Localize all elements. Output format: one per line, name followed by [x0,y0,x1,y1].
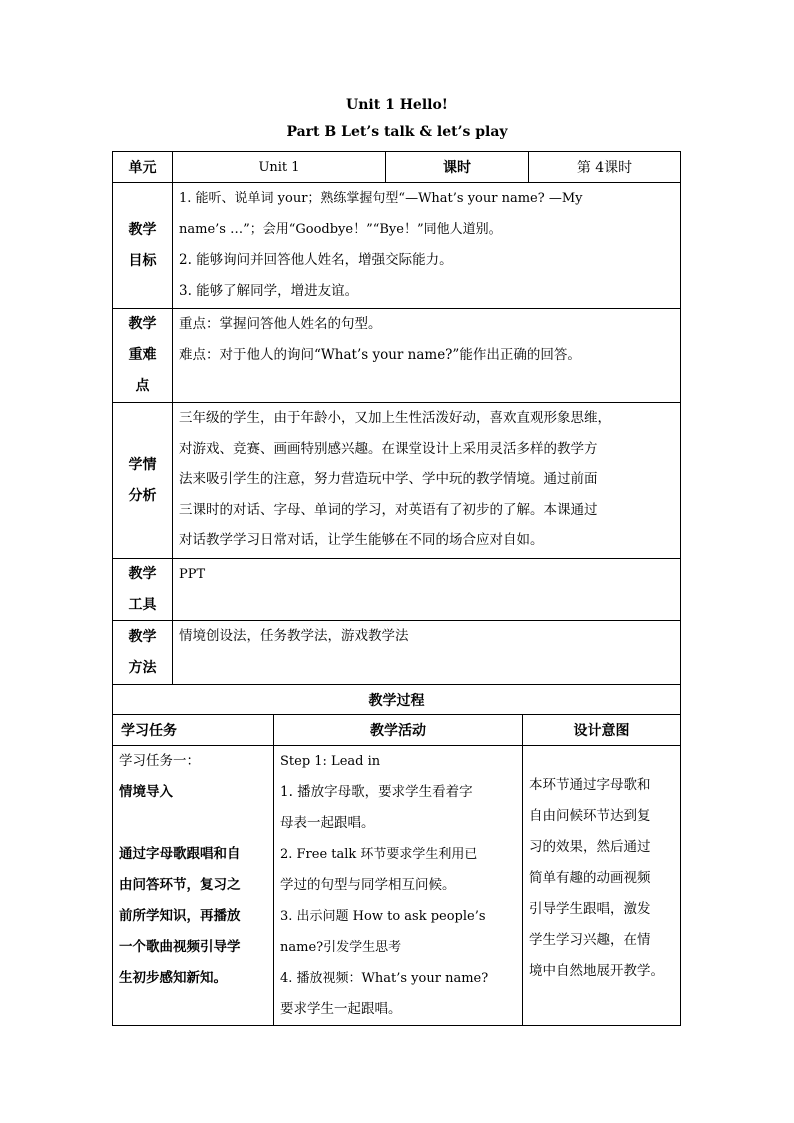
activity-line: 母表一起跟唱。 [280,815,375,831]
period-value: 第 4课时 [528,151,681,183]
task-line: 由问答环节，复习之 [119,877,241,893]
objective-line: name’s …”；会用“Goodbye！”“Bye！”同他人道别。 [179,222,502,237]
header-intent: 设计意图 [522,714,681,746]
objectives-label [112,182,173,309]
intent-line: 学生学习兴趣，在情 [529,932,651,948]
header-task: 学习任务 [112,714,274,746]
methods-label [112,620,173,685]
analysis-content [172,402,681,559]
tools-line: PPT [179,567,206,582]
analysis-label [112,402,173,559]
objectives-content [172,182,681,309]
analysis-line: 对话教学学习日常对话，让学生能够在不同的场合应对自如。 [179,532,544,548]
activity-line: 2. Free talk 环节要求学生利用已 [280,847,478,862]
activity-line: 1. 播放字母歌，要求学生看着字 [280,784,473,800]
activity-line: name?引发学生思考 [280,940,402,955]
activity-line: Step 1: Lead in [280,754,381,769]
analysis-line: 三课时的对话、字母、单词的学习，对英语有了初步的了解。本课通过 [179,501,598,518]
intent-cell [522,745,681,1026]
task-cell [112,745,274,1026]
activity-line: 要求学生一起跟唱。 [280,1001,402,1017]
activity-line: 4. 播放视频：What’s your name? [280,971,489,986]
objectives-label-text: 教学目标 [128,221,157,269]
objective-line: 2. 能够询问并回答他人姓名，增强交际能力。 [179,252,453,268]
analysis-line: 法来吸引学生的注意，努力营造玩中学、学中玩的教学情境。通过前面 [179,471,598,487]
unit-label: 单元 [112,151,173,183]
objective-line: 3. 能够了解同学，增进友谊。 [179,283,359,299]
activity-cell [273,745,523,1026]
task-line: 通过字母歌跟唱和自 [119,846,241,862]
document-subtitle: Part B Let’s talk & let’s play [286,124,508,140]
methods-content [172,620,681,685]
task-line [119,808,267,839]
key-points-content [172,308,681,403]
task-line: 一个歌曲视频引导学 [119,939,241,955]
intent-line: 本环节通过字母歌和 [529,777,651,793]
tools-content [172,558,681,621]
task-line: 情境导入 [119,784,173,800]
analysis-line: 对游戏、竞赛、画画特别感兴趣。在课堂设计上采用灵活多样的教学方 [179,440,598,457]
intent-line: 简单有趣的动画视频 [529,870,651,886]
task-line: 学习任务一： [119,753,200,769]
methods-line: 情境创设法，任务教学法，游戏教学法 [179,628,409,644]
key-points-label [112,308,173,403]
analysis-label-text: 学情分析 [128,456,157,504]
document-title: Unit 1 Hello! [346,97,448,113]
process-title: 教学过程 [112,684,681,715]
header-activity: 教学活动 [273,714,523,746]
tools-label-text: 教学工具 [128,565,157,613]
intent-line: 境中自然地展开教学。 [529,963,664,979]
intent-line: 自由问候环节达到复 [529,808,651,824]
unit-value: Unit 1 [172,151,386,183]
intent-line: 引导学生跟唱，激发 [529,901,651,917]
key-points-label-text: 教学重难点 [128,316,157,394]
analysis-line: 三年级的学生，由于年龄小，又加上生性活泼好动，喜欢直观形象思维， [179,410,611,426]
task-line: 生初步感知新知。 [119,970,227,986]
key-point-line: 难点：对于他人的询问“What’s your name?”能作出正确的回答。 [179,347,581,363]
objective-line: 1. 能听、说单词 your；熟练掌握句型“—What’s your name? —My [179,191,583,206]
activity-line: 3. 出示问题 How to ask people’s [280,909,486,924]
task-line: 前所学知识，再播放 [119,908,241,924]
methods-label-text: 教学方法 [128,628,157,676]
period-label: 课时 [385,151,529,183]
key-point-line: 重点：掌握问答他人姓名的句型。 [179,316,382,332]
activity-line: 学过的句型与同学相互问候。 [280,877,456,893]
tools-label [112,558,173,621]
intent-line: 习的效果，然后通过 [529,839,651,855]
